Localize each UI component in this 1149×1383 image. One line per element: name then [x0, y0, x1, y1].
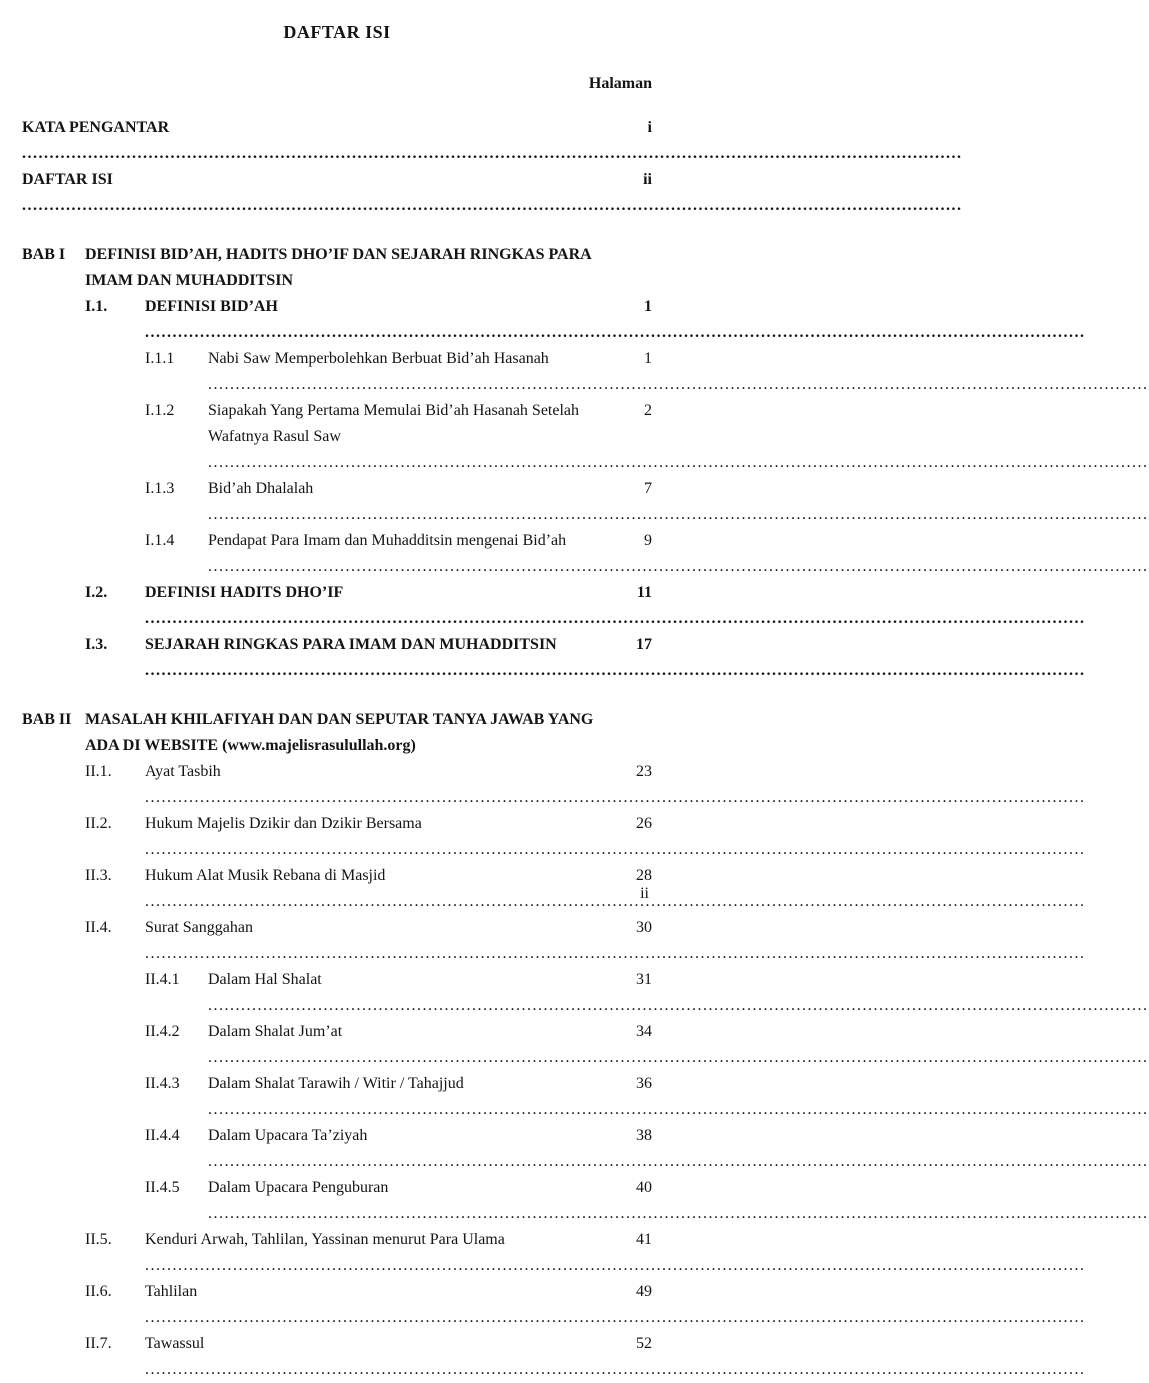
chapter-title: MASALAH KHILAFIYAH DAN DAN SEPUTAR TANYA JAWAB YANG ADA DI WEBSITE (www.majelisrasulullah.org)	[85, 711, 594, 754]
dot-leader	[208, 558, 1149, 575]
toc-entry[interactable]	[22, 1071, 652, 1123]
toc-entry[interactable]	[22, 915, 652, 967]
toc-entry-title: DEFINISI BID’AH	[145, 298, 278, 315]
toc-entry[interactable]	[22, 476, 652, 528]
toc-entry-page: ii	[643, 171, 652, 188]
chapter-heading	[22, 707, 652, 759]
toc-entry-number: II.7.	[85, 1335, 112, 1352]
toc-entry[interactable]	[22, 759, 652, 811]
toc-entry-title: SEJARAH RINGKAS PARA IMAM DAN MUHADDITSIN	[145, 636, 557, 653]
toc-entry-title: Bid’ah Dhalalah	[208, 480, 314, 497]
dot-leader	[145, 945, 1086, 962]
toc-entry-title: DEFINISI HADITS DHO’IF	[145, 584, 344, 601]
chapter-section	[22, 242, 652, 684]
toc-page	[0, 22, 675, 1352]
toc-entry-title: Hukum Majelis Dzikir dan Dzikir Bersama	[145, 815, 422, 832]
toc-entry-page: 11	[636, 584, 652, 601]
toc-entry-title: Dalam Upacara Penguburan	[208, 1179, 389, 1196]
toc-entry-title: Dalam Shalat Tarawih / Witir / Tahajjud	[208, 1075, 464, 1092]
toc-entry-title: Tawassul	[145, 1335, 205, 1352]
toc-entry-title: Dalam Shalat Jum’at	[208, 1023, 343, 1040]
toc-entry-title: Dalam Upacara Ta’ziyah	[208, 1127, 368, 1144]
toc-entry-title: Siapakah Yang Pertama Memulai Bid’ah Hasanah Setelah Wafatnya Rasul Saw	[208, 402, 580, 445]
dot-leader	[208, 1205, 1149, 1222]
dot-leader	[208, 1153, 1149, 1170]
toc-entry[interactable]	[22, 167, 652, 219]
toc-entry-number: II.6.	[85, 1283, 112, 1300]
column-header-halaman: Halaman	[588, 75, 652, 92]
toc-entry[interactable]	[22, 294, 652, 346]
dot-leader	[145, 324, 1086, 341]
toc-entry-number: II.4.	[85, 919, 112, 936]
toc-entry[interactable]	[22, 967, 652, 1019]
toc-entry[interactable]	[22, 1123, 652, 1175]
toc-entry-page: 2	[644, 402, 652, 419]
toc-entry-page: 9	[644, 532, 652, 549]
toc-entry-page: 38	[636, 1127, 652, 1144]
toc-entry-number: I.1.	[85, 298, 108, 315]
toc-entry-title: Pendapat Para Imam dan Muhadditsin mengenai Bid’ah	[208, 532, 567, 549]
toc-entry-number: I.1.3	[145, 480, 175, 497]
chapter-section	[22, 707, 652, 1383]
dot-leader	[208, 454, 1149, 471]
toc-entry-number: I.3.	[85, 636, 108, 653]
toc-entry-title: Dalam Hal Shalat	[208, 971, 322, 988]
toc-entry-title: Tahlilan	[145, 1283, 198, 1300]
toc-entry-page: 1	[644, 350, 652, 367]
dot-leader	[208, 376, 1149, 393]
toc-entry-number: I.1.2	[145, 402, 175, 419]
toc-entry-page: 23	[636, 763, 652, 780]
toc-entry-label: DAFTAR ISI	[22, 171, 113, 188]
toc-entry[interactable]	[22, 115, 652, 167]
chapter-title: DEFINISI BID’AH, HADITS DHO’IF DAN SEJARAH RINGKAS PARA IMAM DAN MUHADDITSIN	[85, 246, 591, 289]
page-title: DAFTAR ISI	[283, 22, 391, 42]
toc-entry-number: I.1.1	[145, 350, 175, 367]
toc-entry-number: II.5.	[85, 1231, 112, 1248]
toc-entry-title: Hukum Alat Musik Rebana di Masjid	[145, 867, 386, 884]
toc-entry-number: II.4.3	[145, 1075, 180, 1092]
toc-entry-page: 1	[644, 298, 652, 315]
toc-entry-page: i	[647, 119, 652, 136]
toc-entry[interactable]	[22, 863, 652, 915]
dot-leader	[22, 145, 963, 162]
toc-entry-title: Ayat Tasbih	[145, 763, 221, 780]
toc-entry-number: I.1.4	[145, 532, 175, 549]
toc-entry-title: Kenduri Arwah, Tahlilan, Yassinan menurut Para Ulama	[145, 1231, 505, 1248]
toc-entry-page: 52	[636, 1335, 652, 1352]
dot-leader	[145, 1257, 1086, 1274]
toc-entry-title: Surat Sanggahan	[145, 919, 253, 936]
toc-entry[interactable]	[22, 1331, 652, 1383]
chapter-list	[22, 242, 652, 1383]
toc-entry-page: 31	[636, 971, 652, 988]
toc-entry[interactable]	[22, 1227, 652, 1279]
toc-entry[interactable]	[22, 632, 652, 684]
toc-entry-number: II.4.1	[145, 971, 180, 988]
toc-entry-number: II.3.	[85, 867, 112, 884]
toc-entry-page: 28	[636, 867, 652, 884]
dot-leader	[22, 197, 963, 214]
dot-leader	[145, 1309, 1086, 1326]
toc-entry[interactable]	[22, 580, 652, 632]
toc-entry-title: Nabi Saw Memperbolehkan Berbuat Bid’ah Hasanah	[208, 350, 549, 367]
dot-leader	[145, 1361, 1086, 1378]
toc-entry-number: II.1.	[85, 763, 112, 780]
toc-entry-number: II.4.4	[145, 1127, 180, 1144]
toc-entry[interactable]	[22, 346, 652, 398]
dot-leader	[145, 789, 1086, 806]
toc-entry-number: I.2.	[85, 584, 108, 601]
toc-entry-number: II.4.2	[145, 1023, 180, 1040]
chapter-entries	[22, 759, 652, 1383]
toc-entry-label: KATA PENGANTAR	[22, 119, 170, 136]
dot-leader	[145, 893, 1086, 910]
toc-entry-page: 41	[636, 1231, 652, 1248]
toc-entry[interactable]	[22, 1175, 652, 1227]
toc-entry-page: 34	[636, 1023, 652, 1040]
chapter-entries	[22, 294, 652, 684]
toc-entry-page: 7	[644, 480, 652, 497]
dot-leader	[145, 662, 1086, 679]
dot-leader	[145, 610, 1086, 627]
dot-leader	[145, 841, 1086, 858]
toc-entry-number: II.4.5	[145, 1179, 180, 1196]
chapter-label: BAB II	[22, 711, 72, 728]
dot-leader	[208, 997, 1149, 1014]
toc-entry[interactable]	[22, 1279, 652, 1331]
toc-entry-page: 30	[636, 919, 652, 936]
toc-entry-page: 17	[636, 636, 652, 653]
toc-entry[interactable]	[22, 398, 652, 476]
toc-entry-page: 26	[636, 815, 652, 832]
chapter-heading	[22, 242, 652, 294]
toc-entry[interactable]	[22, 1019, 652, 1071]
dot-leader	[208, 1101, 1149, 1118]
toc-entry[interactable]	[22, 528, 652, 580]
chapter-label: BAB I	[22, 246, 66, 263]
toc-entry-number: II.2.	[85, 815, 112, 832]
toc-entry-page: 36	[636, 1075, 652, 1092]
toc-entry-page: 49	[636, 1283, 652, 1300]
dot-leader	[208, 506, 1149, 523]
footer-page-number: ii	[640, 885, 649, 902]
dot-leader	[208, 1049, 1149, 1066]
toc-entry[interactable]	[22, 811, 652, 863]
front-matter-list	[22, 115, 652, 219]
toc-entry-page: 40	[636, 1179, 652, 1196]
